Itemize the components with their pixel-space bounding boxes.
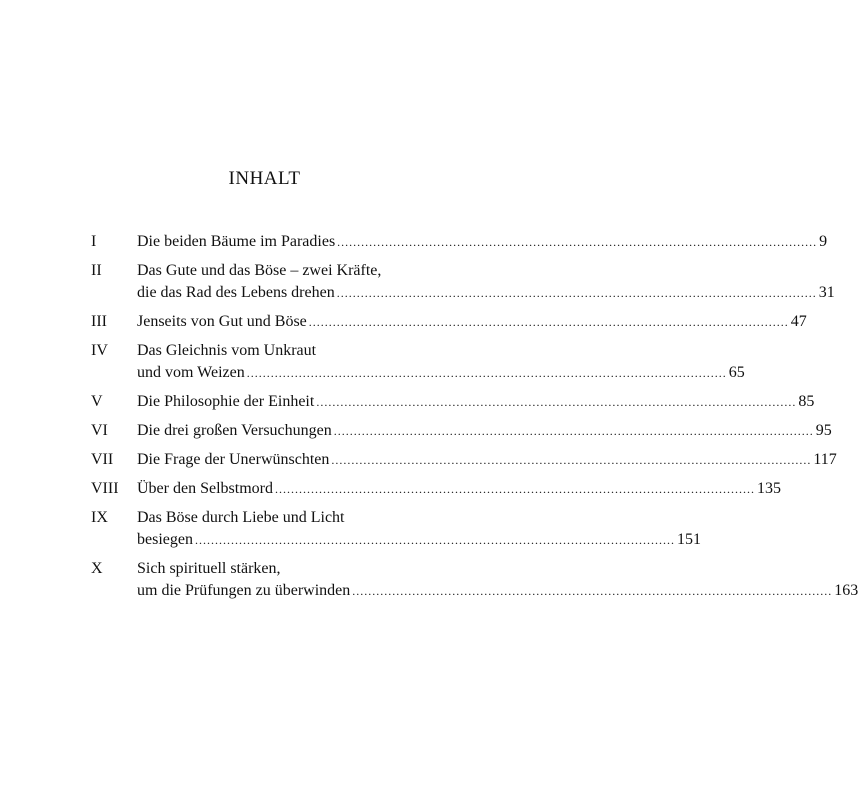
page-title: INHALT	[228, 168, 301, 189]
page-number: 85	[798, 393, 815, 410]
toc-entry	[91, 311, 807, 333]
chapter-title-line	[137, 231, 827, 253]
toc-entry	[91, 449, 837, 471]
dot-leader: ........................................................................................................................	[333, 424, 814, 438]
chapter-title-text: um die Prüfungen zu überwinden	[137, 582, 351, 599]
chapter-title-text: die das Rad des Lebens drehen	[137, 284, 335, 301]
chapter-title-line	[137, 340, 745, 362]
toc-entry	[91, 340, 745, 384]
chapter-entry-body	[137, 311, 807, 333]
chapter-title-text: Die drei großen Versuchungen	[137, 422, 332, 439]
page-number: 135	[756, 480, 781, 497]
dot-leader: ........................................................................................................................	[352, 584, 833, 598]
chapter-title-text: und vom Weizen	[137, 364, 245, 381]
chapter-entry-body	[137, 420, 832, 442]
chapter-title-line	[137, 362, 745, 384]
page-number: 65	[728, 364, 745, 381]
chapter-title-text: Sich spirituell stärken,	[137, 560, 281, 577]
page-number: 163	[834, 582, 858, 599]
dot-leader: ........................................................................................................................	[316, 395, 797, 409]
toc-entry	[91, 391, 815, 413]
page-number: 47	[790, 313, 807, 330]
chapter-number: III	[91, 313, 107, 330]
dot-leader: ........................................................................................................................	[194, 533, 675, 547]
dot-leader: ........................................................................................................................	[274, 482, 755, 496]
chapter-number: VIII	[91, 480, 119, 497]
chapter-title-line	[137, 260, 835, 282]
toc-entry	[91, 507, 701, 551]
dot-leader: ........................................................................................................................	[337, 235, 818, 249]
chapter-number: VII	[91, 451, 114, 468]
chapter-entry-body	[137, 231, 827, 253]
page-number: 117	[813, 451, 837, 468]
chapter-number: IV	[91, 342, 108, 359]
chapter-title-text: Die Frage der Unerwünschten	[137, 451, 330, 468]
chapter-number: IX	[91, 509, 108, 526]
page-number: 151	[676, 531, 701, 548]
chapter-title-text: besiegen	[137, 531, 193, 548]
table-of-contents	[91, 231, 858, 609]
chapter-title-line	[137, 420, 832, 442]
chapter-title-line	[137, 529, 701, 551]
chapter-entry-body	[137, 558, 858, 602]
dot-leader: ........................................................................................................................	[336, 286, 817, 300]
chapter-title-text: Das Gleichnis vom Unkraut	[137, 342, 317, 359]
chapter-title-line	[137, 580, 858, 602]
chapter-title-text: Das Böse durch Liebe und Licht	[137, 509, 345, 526]
toc-entry	[91, 231, 828, 253]
page-number: 9	[819, 233, 828, 250]
chapter-number: VI	[91, 422, 108, 439]
dot-leader: ........................................................................................................................	[331, 453, 812, 467]
chapter-entry-body	[137, 391, 814, 413]
chapter-title-text: Die beiden Bäume im Paradies	[137, 233, 336, 250]
chapter-number: X	[91, 560, 103, 577]
chapter-number: V	[91, 393, 103, 410]
chapter-title-text: Über den Selbstmord	[137, 480, 273, 497]
dot-leader: ........................................................................................................................	[246, 366, 727, 380]
chapter-title-line	[137, 391, 814, 413]
chapter-title-text: Das Gute und das Böse – zwei Kräfte,	[137, 262, 382, 279]
chapter-title-line	[137, 507, 701, 529]
chapter-number: I	[91, 233, 97, 250]
chapter-title-line	[137, 311, 807, 333]
chapter-entry-body	[137, 340, 745, 384]
chapter-entry-body	[137, 478, 781, 500]
toc-entry	[91, 558, 858, 602]
toc-entry	[91, 478, 781, 500]
chapter-entry-body	[137, 260, 835, 304]
page-number: 95	[815, 422, 832, 439]
chapter-title-line	[137, 558, 858, 580]
chapter-entry-body	[137, 507, 701, 551]
page-number: 31	[818, 284, 835, 301]
chapter-title-line	[137, 282, 835, 304]
toc-entry	[91, 260, 835, 304]
chapter-title-line	[137, 478, 781, 500]
chapter-entry-body	[137, 449, 837, 471]
dot-leader: ........................................................................................................................	[308, 315, 789, 329]
chapter-title-text: Die Philosophie der Einheit	[137, 393, 315, 410]
chapter-number: II	[91, 262, 102, 279]
chapter-title-text: Jenseits von Gut und Böse	[137, 313, 307, 330]
toc-entry	[91, 420, 832, 442]
chapter-title-line	[137, 449, 837, 471]
